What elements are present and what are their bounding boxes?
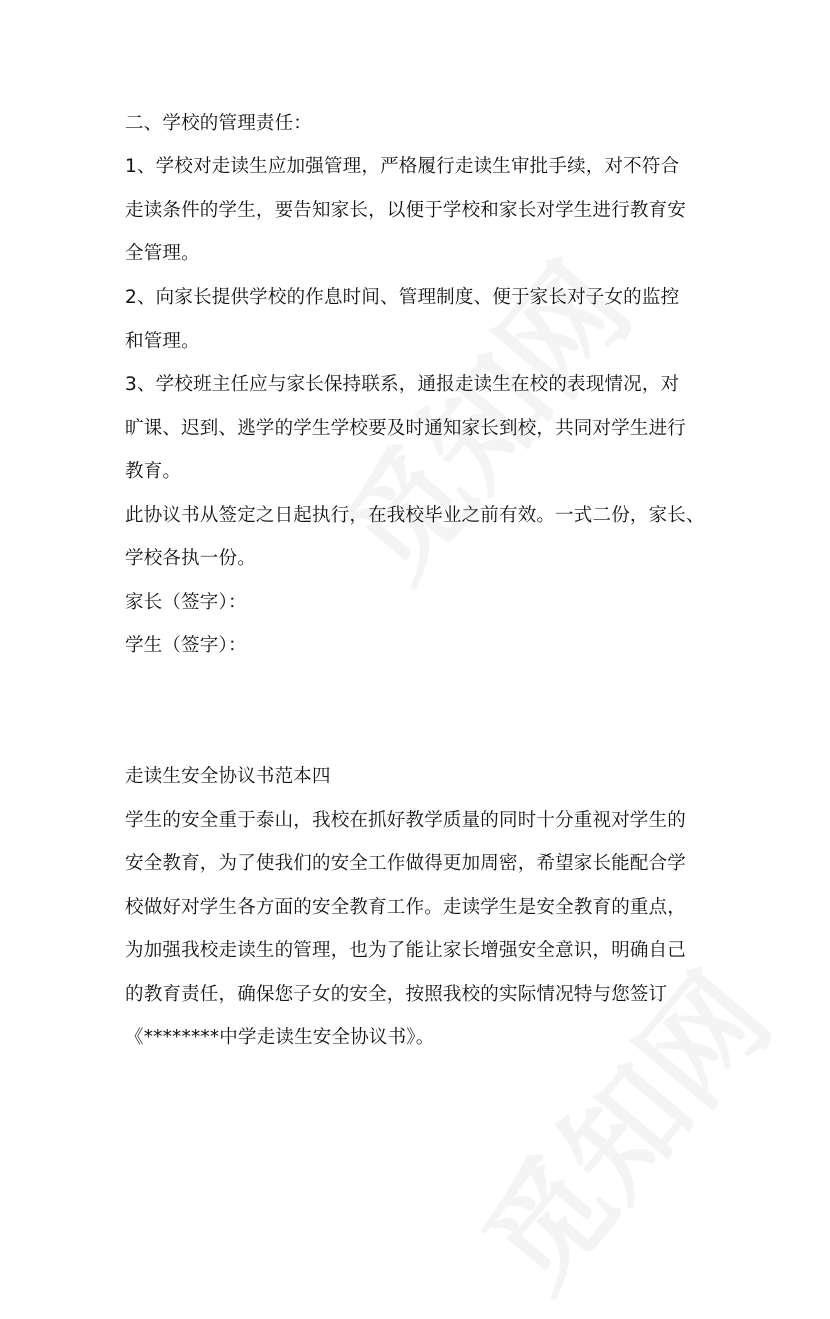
paragraph-line: 此协议书从签定之日起执行，在我校毕业之前有效。一式二份，家长、 — [125, 505, 705, 526]
paragraph-line: 全管理。 — [125, 243, 200, 264]
paragraph-line: 旷课、迟到、逃学的学生学校要及时通知家长到校，共同对学生进行 — [125, 418, 687, 439]
paragraph-line: 教育。 — [125, 461, 182, 482]
paragraph-line: 走读条件的学生，要告知家长，以便于学校和家长对学生进行教育安 — [125, 200, 687, 221]
paragraph-line: 1、学校对走读生应加强管理，严格履行走读生审批手续，对不符合 — [125, 156, 680, 177]
watermark — [298, 223, 661, 609]
paragraph-line: 和管理。 — [125, 331, 200, 352]
parent-signature-label: 家长（签字）： — [125, 592, 247, 613]
paragraph-line: 《********中学走读生安全协议书》。 — [125, 1027, 435, 1048]
paragraph-line: 3、学校班主任应与家长保持联系，通报走读生在校的表现情况，对 — [125, 374, 680, 395]
paragraph-line: 的教育责任，确保您子女的安全，按照我校的实际情况特与您签订 — [125, 984, 668, 1005]
section-title: 走读生安全协议书范本四 — [125, 766, 331, 787]
section-heading: 二、学校的管理责任： — [125, 113, 313, 134]
paragraph-line: 校做好对学生各方面的安全教育工作。走读学生是安全教育的重点， — [125, 897, 687, 918]
paragraph-line: 为加强我校走读生的管理，也为了能让家长增强安全意识，明确自己 — [125, 940, 687, 961]
paragraph-line: 2、向家长提供学校的作息时间、管理制度、便于家长对子女的监控 — [125, 287, 680, 308]
paragraph-line: 学校各执一份。 — [125, 548, 256, 569]
paragraph-line: 学生的安全重于泰山，我校在抓好教学质量的同时十分重视对学生的 — [125, 810, 687, 831]
paragraph-line: 安全教育，为了使我们的安全工作做得更加周密，希望家长能配合学 — [125, 853, 687, 874]
student-signature-label: 学生（签字）： — [125, 635, 247, 656]
